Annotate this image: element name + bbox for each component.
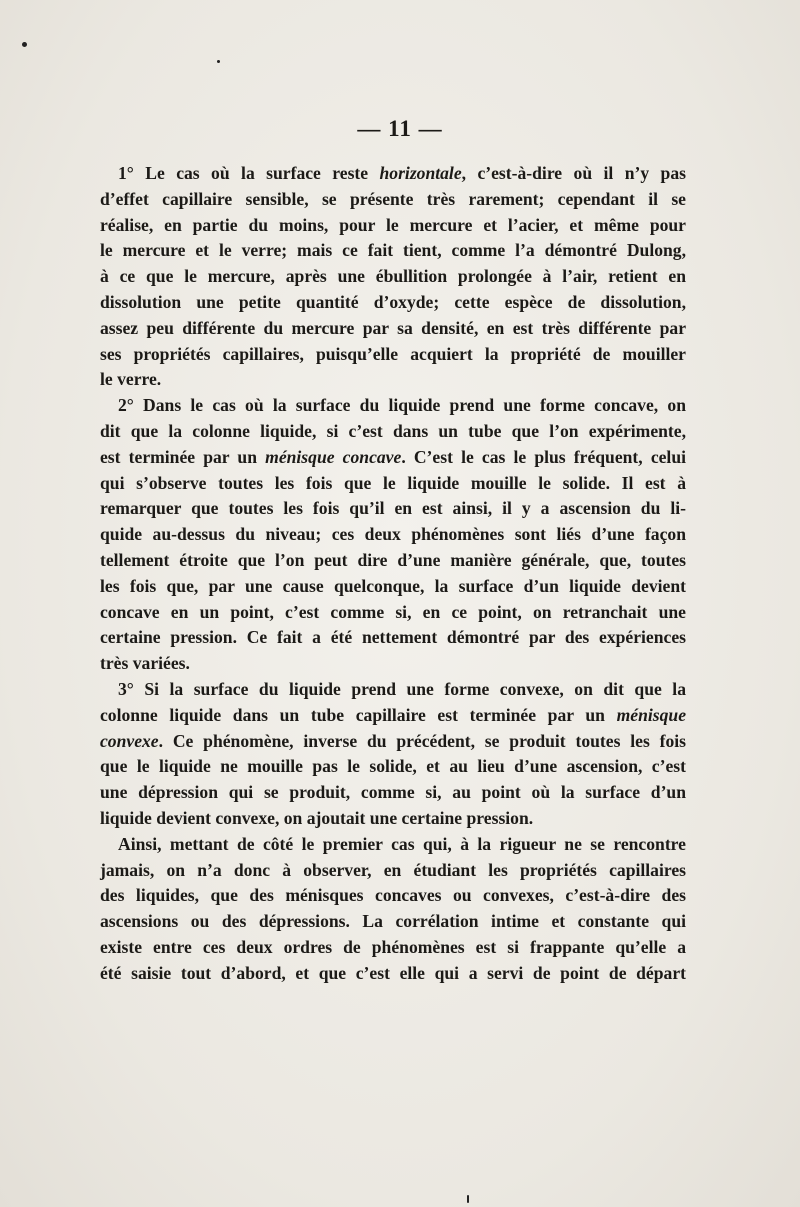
text-line (100, 342, 686, 368)
text-segment: été saisie tout d’abord, et que c’est elle qui a servi de point de départ (100, 962, 686, 983)
text-line (100, 780, 686, 806)
text-segment: une dépression qui se produit, comme si, au point où la surface d’un (100, 782, 686, 803)
text-line (100, 471, 686, 497)
text-segment: Ainsi, mettant de côté le premier cas qui, à la rigueur ne se rencontre (118, 833, 686, 854)
text-line (100, 651, 686, 677)
text-segment: existe entre ces deux ordres de phénomènes est si frappante qu’elle a (100, 936, 686, 957)
italic-term: ménisque (616, 704, 686, 725)
text-line (100, 290, 686, 316)
text-segment: assez peu différente du mercure par sa densité, en est très différente par (100, 317, 686, 338)
text-segment: que le liquide ne mouille pas le solide, et au lieu d’une ascension, c’est (100, 756, 686, 777)
text-line (100, 832, 686, 858)
text-segment: qui s’observe toutes les fois que le liquide mouille le solide. Il est à (100, 472, 686, 493)
text-segment: . Ce phénomène, inverse du précédent, se produit toutes les fois (158, 730, 686, 751)
text-line (100, 367, 686, 393)
text-line (100, 238, 686, 264)
text-line (100, 445, 686, 471)
text-segment: dissolution une petite quantité d’oxyde; cette espèce de dissolution, (100, 291, 686, 312)
text-segment: est terminée par un (100, 446, 266, 467)
text-segment: les fois que, par une cause quelconque, la surface d’un liquide devient (100, 575, 686, 596)
text-line (100, 961, 686, 987)
text-line (100, 316, 686, 342)
text-segment: remarquer que toutes les fois qu’il en est ainsi, il y a ascension du li- (100, 498, 686, 519)
text-line (100, 600, 686, 626)
text-line (100, 677, 686, 703)
text-segment: ses propriétés capillaires, puisqu’elle acquiert la propriété de mouiller (100, 343, 686, 364)
body-text (100, 161, 686, 987)
text-segment: 1° Le cas où la surface reste (118, 163, 380, 183)
text-segment: d’effet capillaire sensible, se présente très rarement; cependant il se (100, 188, 686, 209)
italic-term: convexe (100, 730, 159, 751)
text-line (100, 548, 686, 574)
text-line (100, 703, 686, 729)
text-line (100, 161, 686, 187)
text-segment: 3° Si la surface du liquide prend une forme convexe, on dit que la (118, 678, 686, 699)
text-line (100, 187, 686, 213)
text-line (100, 883, 686, 909)
text-segment: le verre. (100, 369, 162, 390)
text-line (100, 729, 686, 755)
text-line (100, 754, 686, 780)
text-segment: . C’est le cas le plus fréquent, celui (401, 446, 686, 467)
italic-term: ménisque concave (265, 446, 402, 467)
page-number: — 11 — (357, 116, 443, 141)
text-segment: très variées. (100, 653, 190, 674)
text-segment: liquide devient convexe, on ajoutait une certaine pression. (100, 807, 534, 828)
text-line (100, 522, 686, 548)
text-segment: ascensions ou des dépressions. La corrélation intime et constante qui (100, 911, 686, 932)
text-segment: quide au-dessus du niveau; ces deux phénomènes sont liés d’une façon (100, 524, 686, 545)
text-segment: des liquides, que des ménisques concaves ou convexes, c’est-à-dire des (100, 885, 686, 906)
text-line (100, 574, 686, 600)
text-segment: le mercure et le verre; mais ce fait tient, comme l’a démontré Dulong, (100, 240, 686, 261)
text-line (100, 625, 686, 651)
text-segment: , c’est-à-dire où il n’y pas (461, 163, 686, 183)
text-segment: colonne liquide dans un tube capillaire est terminée par un (100, 704, 617, 725)
text-line (100, 213, 686, 239)
text-segment: à ce que le mercure, après une ébullition prolongée à l’air, retient en (100, 266, 686, 287)
text-segment: dit que la colonne liquide, si c’est dans un tube que l’on expérimente, (100, 420, 686, 441)
text-segment: 2° Dans le cas où la surface du liquide prend une forme concave, on (118, 395, 686, 416)
text-line (100, 935, 686, 961)
text-line (100, 909, 686, 935)
text-segment: certaine pression. Ce fait a été nettement démontré par des expériences (100, 627, 686, 648)
text-segment: jamais, on n’a donc à observer, en étudiant les propriétés capillaires (100, 859, 686, 880)
text-line (100, 419, 686, 445)
italic-term: horizontale (379, 163, 462, 183)
text-line (100, 806, 686, 832)
text-line (100, 393, 686, 419)
text-line (100, 496, 686, 522)
text-segment: réalise, en partie du moins, pour le mercure et l’acier, et même pour (100, 214, 686, 235)
text-line (100, 264, 686, 290)
text-segment: tellement étroite que l’on peut dire d’une manière générale, que, toutes (100, 549, 686, 570)
text-line (100, 858, 686, 884)
text-segment: concave en un point, c’est comme si, en ce point, on retranchait une (100, 601, 686, 622)
